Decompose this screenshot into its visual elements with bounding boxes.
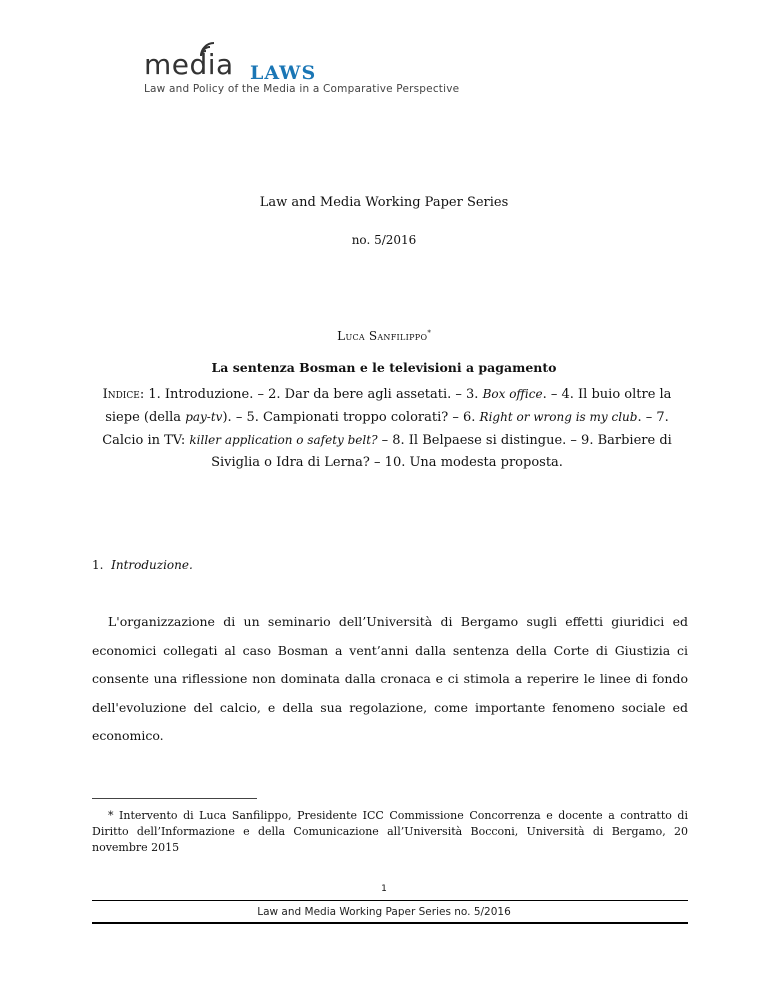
toc-item: 2. Dar da bere agli assetati. (268, 387, 452, 402)
signal-icon (198, 40, 220, 58)
toc-item: 9. Barbiere di Siviglia o Idra di Lerna? (211, 433, 672, 470)
footnote: * Intervento di Luca Sanfilippo, Presidente ICC Commissione Concorrenza e docente a contratto di Diritto dell’Informazione e della Comunicazione all’Università Bocconi, Università di Bergamo, 20 novembre 2015 (92, 809, 688, 854)
series-title: Law and Media Working Paper Series (259, 195, 509, 210)
series-number: no. 5/2016 (351, 233, 417, 247)
paper-title: La sentenza Bosman e le televisioni a pagamento (211, 360, 557, 375)
index-label: Indice (102, 387, 140, 402)
author-first-name: Luca (337, 329, 365, 343)
section-heading (92, 558, 193, 572)
toc-item: 1. Introduzione. (148, 387, 254, 402)
paragraph-text: L'organizzazione di un seminario dell’Università di Bergamo sugli effetti giuridici ed economici collegati al caso Bosman a vent’anni dalla sentenza della Corte di Giustizia ci consente una riflessione non dominata dalla cronaca e ci stimola a reperire le linee di fondo dell'evoluzione del calcio, e della sua regolazione, come importante fenomeno sociale ed economico. (92, 614, 688, 743)
toc-item: 7. Calcio in TV: killer application o safety belt? (102, 410, 669, 448)
footnote-divider (92, 798, 257, 799)
author-last-name: Sanfilippo (368, 329, 428, 343)
logo-laws-text: LAWS (250, 62, 317, 84)
footer-divider-bottom (92, 922, 688, 924)
toc-item-6: 6. Right or wrong is my club. (463, 410, 642, 425)
section-title: Introduzione. (111, 558, 193, 572)
toc-item: 4. Il buio oltre la siepe (della pay-tv). (105, 387, 672, 425)
body-paragraph (92, 608, 688, 751)
section-number: 1. (92, 558, 104, 572)
footer-text: Law and Media Working Paper Series no. 5/2016 (257, 906, 511, 918)
author-footnote-mark: * (427, 329, 431, 337)
toc-item: 8. Il Belpaese si distingue. (392, 433, 567, 448)
author-line (0, 329, 768, 343)
toc-item: 5. Campionati troppo colorati? (246, 410, 449, 425)
toc-item-3: 3. Box office. (466, 387, 547, 402)
page-number: 1 (381, 884, 387, 894)
logo-tagline: Law and Policy of the Media in a Comparative Perspective (144, 83, 460, 95)
table-of-contents: Indice: 1. Introduzione. – 2. Dar da bere agli assetati. – 3. Box office. – 4. Il buio oltre la siepe (della pay-tv). – 5. Campionati troppo colorati? – 6. Right or wrong is my club. – 7. Calcio in TV: killer application o safety belt? – 8. Il Belpaese si distingue. – 9. Barbiere di Siviglia o Idra di Lerna? – 10. Una modesta proposta. (102, 387, 672, 470)
logo-media-text: media (144, 48, 234, 81)
toc-item: 10. Una modesta proposta. (384, 455, 563, 470)
footer-divider-top (92, 900, 688, 901)
